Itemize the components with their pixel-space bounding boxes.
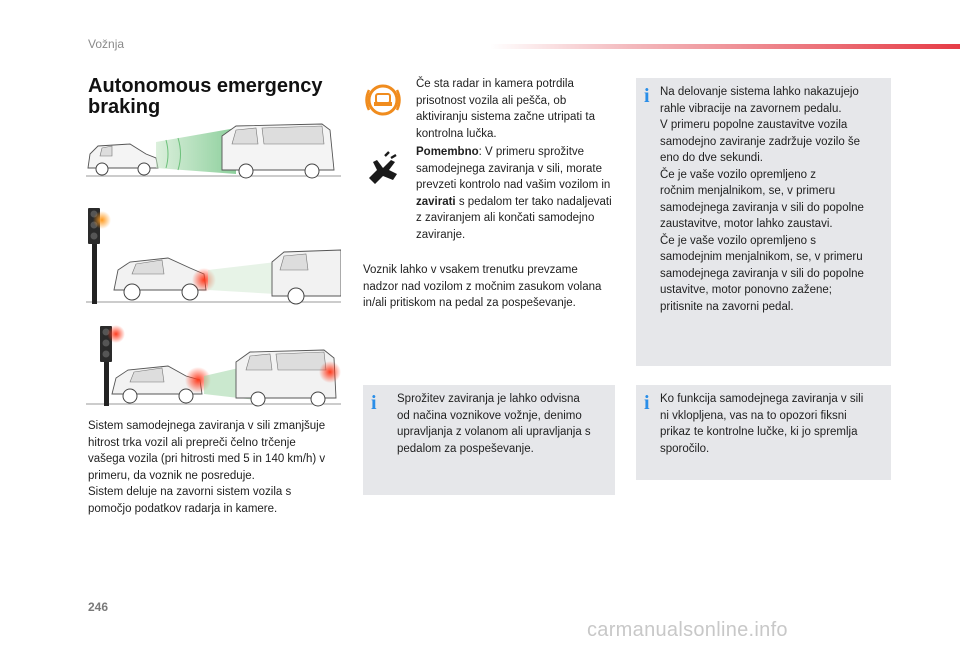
header-accent-bar (490, 44, 960, 49)
important-bold: zavirati (416, 195, 456, 208)
info-icon: i (644, 85, 650, 107)
illustration-emergency-stop (86, 322, 341, 414)
page-number: 246 (88, 600, 109, 614)
radar-note: Če sta radar in kamera potrdila prisotnost vozila ali pešča, ob aktiviranju sistema začne utripati ta kontrolna lučka. (416, 78, 595, 140)
info-box-disabled (636, 385, 891, 480)
text-line: Sistem samodejnega zaviranja v sili zmanjšuje (88, 420, 326, 432)
text-line: ročnim menjalnikom, se, v primeru (660, 185, 836, 197)
text-line: Če je vaše vozilo opremljeno s (660, 234, 816, 247)
text-line: Sistem deluje na zavorni sistem vozila s (88, 486, 292, 498)
description-paragraph (88, 418, 350, 517)
text-line: od načina voznikove vožnje, denimo (397, 409, 582, 422)
text-line: samodejnim menjalnikom, se, v primeru (660, 251, 863, 263)
info-box-operation (636, 78, 891, 366)
info-box-text (397, 391, 609, 457)
hand-warning-icon (363, 148, 403, 188)
text-line: ni vklopljena, vas na to opozori fiksni (660, 409, 847, 422)
text-line: rahle vibracije na zavornem pedalu. (660, 102, 842, 115)
title-line-2: braking (88, 96, 161, 118)
text-line: vašega vozila (pri hitrosti med 5 in 140 km/h) v (88, 453, 326, 465)
illustration-car-van-radar (86, 122, 341, 184)
important-label: Pomembno (416, 146, 479, 158)
text-line: samodejnega zaviranja v sili do popolne (660, 267, 864, 280)
watermark: carmanualsonline.info (587, 619, 788, 641)
info-box-text (660, 84, 886, 315)
info-box-trigger (363, 385, 615, 495)
text-line: Sprožitev zaviranja je lahko odvisna (397, 393, 580, 405)
important-text-1: : V primeru sprožitve samodejnega zaviranja v sili, morate prevzeti kontrolo nad vašim vozilom in (416, 146, 611, 191)
driver-override-note: Voznik lahko v vsakem trenutku prevzame nadzor nad vozilom z močnim zasukom volana in/ali pritiskom na pedal za pospeševanje. (363, 264, 602, 309)
text-line: V primeru popolne zaustavitve vozila (660, 119, 848, 131)
text-line: Na delovanje sistema lahko nakazujejo (660, 86, 859, 98)
emergency-braking-warning-icon (363, 80, 403, 120)
page-title (88, 76, 348, 118)
info-box-text (660, 391, 886, 457)
text-line: pomočjo podatkov radarja in kamere. (88, 502, 278, 515)
text-line: zaustavitve, motor lahko zaustavi. (660, 218, 833, 230)
text-line: samodejno zaviranje zadržuje vozilo še (660, 135, 861, 148)
info-icon: i (371, 392, 377, 414)
text-line: upravljanja z volanom ali upravljanja s (397, 426, 591, 438)
text-line: ustavitve, motor ponovno zažene; (660, 284, 832, 296)
text-line: Če je vaše vozilo opremljeno z (660, 168, 816, 181)
text-line: hitrost trka vozil ali prepreči čelno trčenje (88, 436, 296, 449)
text-line: primeru, da voznik ne posreduje. (88, 469, 255, 482)
important-note (416, 144, 616, 243)
important-text-2: s pedalom ter tako nadaljevati z zaviranjem ali končati samodejno zaviranje. (416, 195, 612, 241)
info-icon: i (644, 392, 650, 414)
text-line: prikaz te kontrolne lučke, ki jo spremlja (660, 426, 858, 438)
illustration-traffic-light-braking (86, 204, 341, 310)
text-line: pritisnite na zavorni pedal. (660, 300, 794, 313)
text-line: Ko funkcija samodejnega zaviranja v sili (660, 393, 864, 405)
text-line: pedalom za pospeševanje. (397, 442, 534, 455)
text-line: sporočilo. (660, 442, 710, 455)
title-line-1: Autonomous emergency (88, 75, 323, 97)
section-label: Vožnja (88, 37, 125, 51)
text-line: samodejnega zaviranja v sili do popolne (660, 201, 864, 214)
text-line: eno do dve sekundi. (660, 152, 763, 164)
